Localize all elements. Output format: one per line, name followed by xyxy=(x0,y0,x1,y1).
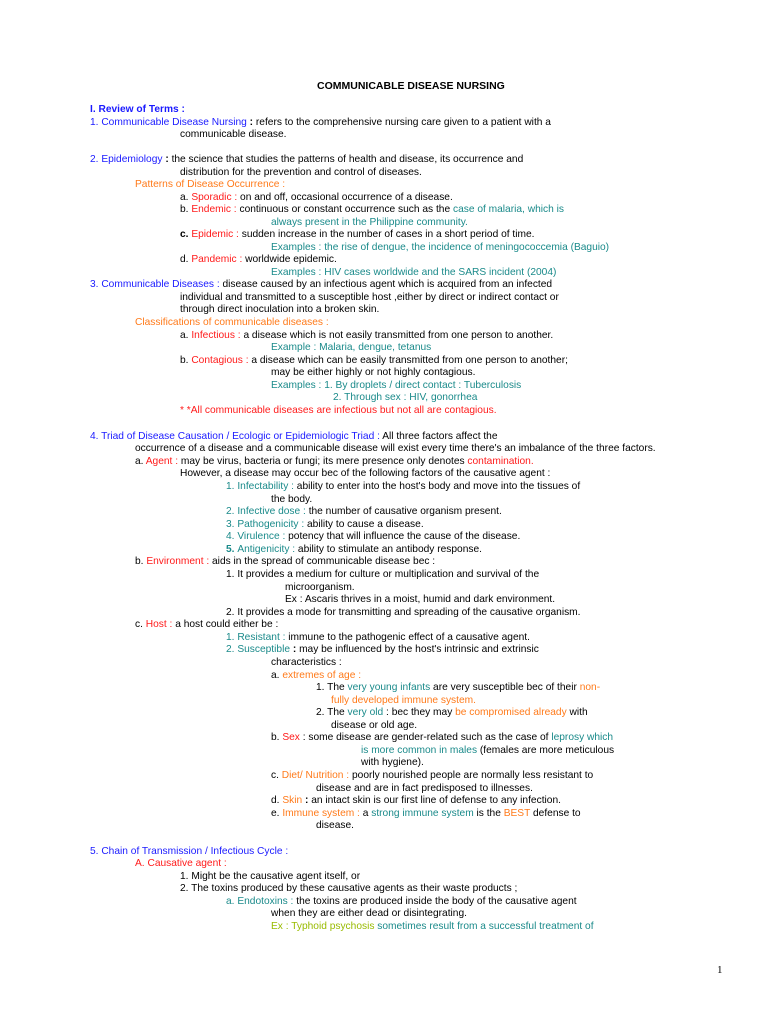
contagious-example-1: Examples : 1. By droplets / direct contact : Tuberculosis xyxy=(271,380,522,391)
host-sex: b. Sex : some disease are gender-related such as the case of leprosy which xyxy=(271,732,614,743)
host-susceptible: 2. Susceptible : may be influenced by the host's intrinsic and extrinsic xyxy=(226,644,539,655)
age-old-cont: disease or old age. xyxy=(331,720,418,731)
cd-cont-1: individual and transmitted to a susceptible host ,either by direct or indirect contact or xyxy=(180,292,559,303)
term-communicable-diseases: 3. Communicable Diseases : disease caused by an infectious agent which is acquired from an infected xyxy=(90,279,553,290)
class-infectious: a. Infectious : a disease which is not easily transmitted from one person to another. xyxy=(180,330,554,341)
agent-factor-1: 1. Infectability : ability to enter into the host's body and move into the tissues of xyxy=(226,481,581,492)
chain-causative-agent: A. Causative agent : xyxy=(135,858,227,869)
agent-factor-4: 4. Virulence : potency that will influence the cause of the disease. xyxy=(226,531,521,542)
term-cdn: 1. Communicable Disease Nursing : refers to the comprehensive nursing care given to a patient with a xyxy=(90,117,551,128)
agent-cont: However, a disease may occur bec of the following factors of the causative agent : xyxy=(180,468,551,479)
patterns-heading: Patterns of Disease Occurrence : xyxy=(135,179,286,190)
chain-item-1: 1. Might be the causative agent itself, or xyxy=(180,871,361,882)
page-title: COMMUNICABLE DISEASE NURSING xyxy=(317,80,505,92)
age-young: 1. The very young infants are very susceptible bec of their non- xyxy=(316,682,601,693)
pattern-sporadic: a. Sporadic : on and off, occasional occurrence of a disease. xyxy=(180,192,453,203)
section-heading: I. Review of Terms : xyxy=(90,104,185,115)
triad-cont: occurrence of a disease and a communicable disease will exist every time there's an imbalance of the three factors. xyxy=(135,443,656,454)
host-skin: d. Skin : an intact skin is our first line of defense to any infection. xyxy=(271,795,561,806)
contagious-note: * *All communicable diseases are infectious but not all are contagious. xyxy=(180,405,497,416)
contagious-cont: may be either highly or not highly contagious. xyxy=(271,367,476,378)
term-epidemiology: 2. Epidemiology : the science that studies the patterns of health and disease, its occurrence and xyxy=(90,154,524,165)
host-susceptible-cont: characteristics : xyxy=(271,657,342,668)
host-diet: c. Diet/ Nutrition : poorly nourished people are normally less resistant to xyxy=(271,770,594,781)
contagious-example-2: 2. Through sex : HIV, gonorrhea xyxy=(333,392,478,403)
term-cdn-cont: communicable disease. xyxy=(180,129,287,140)
triad-agent: a. Agent : may be virus, bacteria or fungi; its mere presence only denotes contamination. xyxy=(135,456,534,467)
host-resistant: 1. Resistant : immune to the pathogenic effect of a causative agent. xyxy=(226,632,530,643)
term-triad: 4. Triad of Disease Causation / Ecologic or Epidemiologic Triad : All three factors affect the xyxy=(90,431,498,442)
host-extremes-of-age: a. extremes of age : xyxy=(271,670,362,681)
triad-host: c. Host : a host could either be : xyxy=(135,619,279,630)
host-diet-cont: disease and are in fact predisposed to illnesses. xyxy=(316,783,533,794)
pattern-epidemic: c. Epidemic : sudden increase in the number of cases in a short period of time. xyxy=(180,229,535,240)
agent-factor-1-cont: the body. xyxy=(271,494,313,505)
pandemic-example: Examples : HIV cases worldwide and the SARS incident (2004) xyxy=(271,267,557,278)
agent-factor-5: 5. Antigenicity : ability to stimulate an antibody response. xyxy=(226,544,482,555)
chain-endotoxins: a. Endotoxins : the toxins are produced inside the body of the causative agent xyxy=(226,896,577,907)
age-young-cont: fully developed immune system. xyxy=(331,695,476,706)
term-chain: 5. Chain of Transmission / Infectious Cycle : xyxy=(90,846,289,857)
environment-2: 2. It provides a mode for transmitting and spreading of the causative organism. xyxy=(226,607,581,618)
host-sex-cont-2: with hygiene). xyxy=(361,757,424,768)
age-old: 2. The very old : bec they may be compromised already with xyxy=(316,707,588,718)
chain-endotoxins-cont: when they are either dead or disintegrating. xyxy=(271,908,467,919)
pattern-endemic: b. Endemic : continuous or constant occurrence such as the case of malaria, which is xyxy=(180,204,564,215)
epidemic-example: Examples : the rise of dengue, the incidence of meningococcemia (Baguio) xyxy=(271,242,610,253)
cd-cont-2: through direct inoculation into a broken skin. xyxy=(180,304,380,315)
epidemiology-cont: distribution for the prevention and control of diseases. xyxy=(180,167,422,178)
agent-factor-3: 3. Pathogenicity : ability to cause a disease. xyxy=(226,519,424,530)
environment-1: 1. It provides a medium for culture or multiplication and survival of the xyxy=(226,569,540,580)
environment-1-example: Ex : Ascaris thrives in a moist, humid and dark environment. xyxy=(285,594,556,605)
host-immune-system: e. Immune system : a strong immune system is the BEST defense to xyxy=(271,808,581,819)
class-contagious: b. Contagious : a disease which can be easily transmitted from one person to another; xyxy=(180,355,568,366)
chain-example: Ex : Typhoid psychosis sometimes result from a successful treatment of xyxy=(271,921,594,932)
page-number: 1 xyxy=(717,964,723,976)
classifications-heading: Classifications of communicable diseases : xyxy=(135,317,329,328)
host-sex-cont: is more common in males (females are more meticulous xyxy=(361,745,615,756)
chain-item-2: 2. The toxins produced by these causative agents as their waste products ; xyxy=(180,883,518,894)
environment-1-cont: microorganism. xyxy=(285,582,355,593)
agent-factor-2: 2. Infective dose : the number of causative organism present. xyxy=(226,506,502,517)
infectious-example: Example : Malaria, dengue, tetanus xyxy=(271,342,432,353)
host-immune-cont: disease. xyxy=(316,820,354,831)
endemic-example: always present in the Philippine community. xyxy=(271,217,468,228)
triad-environment: b. Environment : aids in the spread of communicable disease bec : xyxy=(135,556,436,567)
pattern-pandemic: d. Pandemic : worldwide epidemic. xyxy=(180,254,337,265)
